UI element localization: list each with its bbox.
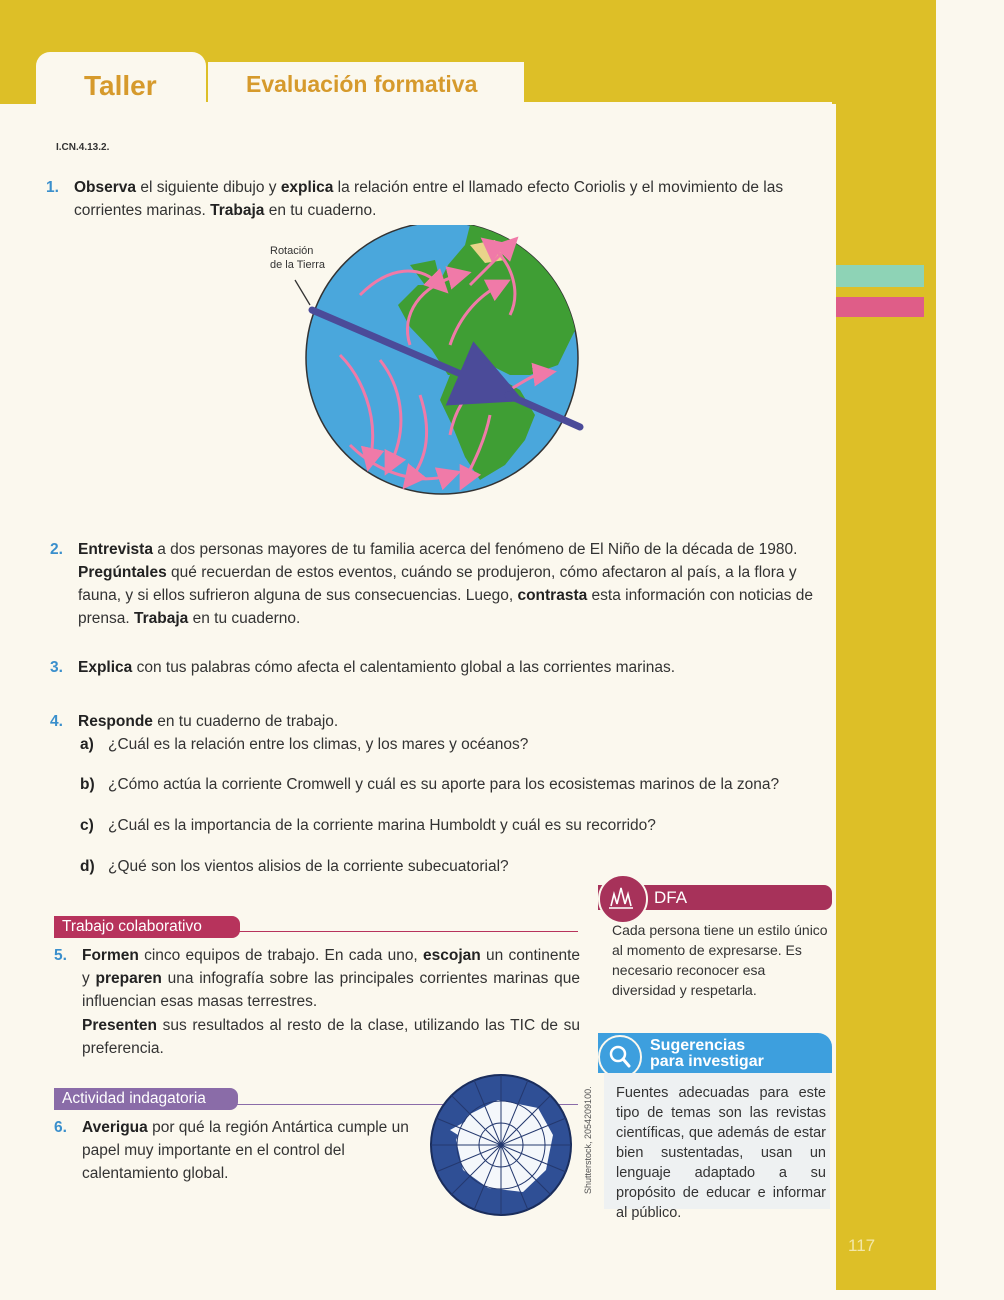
label-pointer xyxy=(295,280,310,305)
question-text: Explica con tus palabras cómo afecta el calentamiento global a las corrientes marinas. xyxy=(78,659,676,676)
sub-question-d: d) ¿Qué son los vientos alisios de la corriente subecuatorial? xyxy=(80,858,509,875)
sub-question-a: a) ¿Cuál es la relación entre los climas, y los mares y océanos? xyxy=(80,736,529,753)
suggestions-heading-1: Sugerencias xyxy=(650,1037,746,1054)
dfa-heading: DFA xyxy=(654,888,688,907)
side-marker-mint xyxy=(836,265,924,287)
question-1 xyxy=(46,176,828,224)
image-credit: Shutterstock, 2054209100. xyxy=(583,1086,593,1194)
question-number: 1. xyxy=(46,179,59,196)
question-number: 3. xyxy=(50,659,63,676)
page-number: 117 xyxy=(848,1236,876,1255)
question-6 xyxy=(54,1116,414,1188)
sub-question-b: b) ¿Cómo actúa la corriente Cromwell y cuál es su aporte para los ecosistemas marinos de la zona? xyxy=(80,776,780,793)
question-2 xyxy=(50,538,830,630)
question-text: Averigua por qué la región Antártica cumple un papel muy importante en el control del calentamiento global. xyxy=(82,1119,409,1182)
question-number: 6. xyxy=(54,1119,67,1136)
sub-question-c: c) ¿Cuál es la importancia de la corriente marina Humboldt y cuál es su recorrido? xyxy=(80,817,656,834)
question-number: 2. xyxy=(50,541,63,558)
collab-rule xyxy=(232,931,578,932)
section-title: Evaluación formativa xyxy=(246,71,478,97)
question-number: 4. xyxy=(50,713,63,730)
question-3 xyxy=(50,656,830,680)
question-text: Observa el siguiente dibujo y explica la relación entre el llamado efecto Coriolis y el movimiento de las corrientes marinas. Trabaja en tu cuaderno. xyxy=(74,179,784,219)
collab-heading: Trabajo colaborativo xyxy=(54,916,240,938)
question-text: Responde en tu cuaderno de trabajo. xyxy=(78,713,339,730)
suggestions-heading-2: para investigar xyxy=(650,1053,764,1070)
antarctica-image xyxy=(428,1070,574,1220)
question-4 xyxy=(50,710,830,734)
taller-tab xyxy=(36,52,206,114)
side-strip xyxy=(836,0,936,1290)
dfa-icon xyxy=(598,874,648,924)
section-title-tab xyxy=(208,62,524,106)
question-text: Entrevista a dos personas mayores de tu familia acerca del fenómeno de El Niño de la década de 1980. Pregúntales qué recuerdan de estos eventos, cuándo se produjeron, cómo afectaron al país, a la flora y fauna, y si ellos sufrieron alguna de sus consecuencias. Luego, contrasta esta información con noticias de prensa. Trabaja en tu cuaderno. xyxy=(78,541,813,627)
question-number: 5. xyxy=(54,947,67,964)
question-text: Formen cinco equipos de trabajo. En cada uno, escojan un continente y preparen una infografía sobre las principales corrientes marinas que influencian esas masas terrestres. xyxy=(82,947,581,1010)
taller-tab-label: Taller xyxy=(84,70,157,101)
rotation-label: Rotación de la Tierra xyxy=(270,245,326,271)
curriculum-code: I.CN.4.13.2. xyxy=(56,142,110,153)
globe-figure xyxy=(290,225,600,505)
suggestions-text: Fuentes adecuadas para este tipo de temas son las revistas científicas, que además de estar bien sustentadas, usan un lenguaje adaptado a su propósito de educar e informar al público. xyxy=(616,1085,826,1221)
side-marker-pink xyxy=(836,297,924,317)
dfa-text: Cada persona tiene un estilo único al momento de expresarse. Es necesario reconocer esa diversidad y respetarla. xyxy=(612,922,828,998)
inquiry-heading: Actividad indagatoria xyxy=(54,1088,238,1110)
question-5-present: Presenten sus resultados al resto de la clase, utilizando las TIC de su preferencia. xyxy=(82,1017,580,1057)
